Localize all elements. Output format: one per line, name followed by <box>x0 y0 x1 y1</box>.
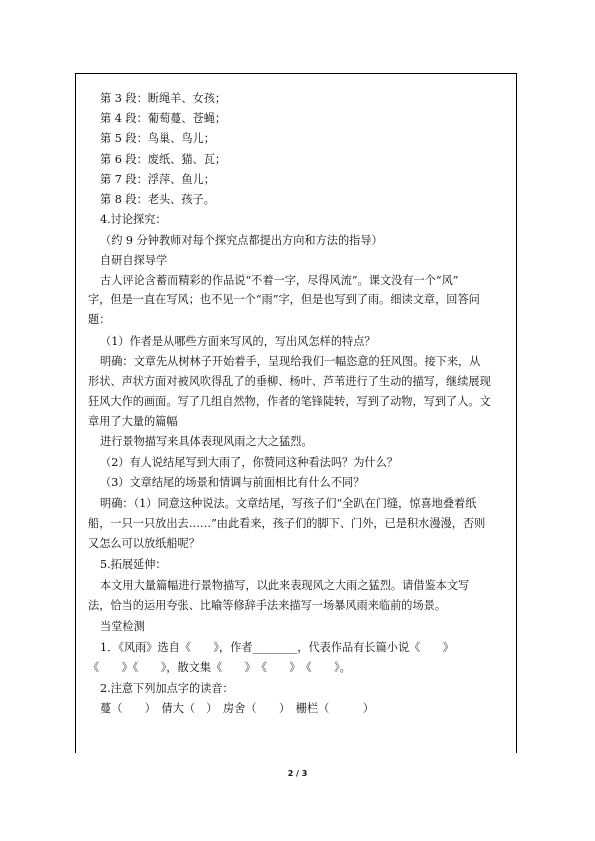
text-line: 狂风大作的画面。写了几组自然物，作者的笔锋陡转，写到了动物，写到了人。文 <box>88 395 491 408</box>
text-line: 形状、声状方面对被风吹得乱了的垂柳、杨叶、芦苇进行了生动的描写，继续展现 <box>88 375 491 388</box>
text-line: 1．《风雨》选自《 》，作者________，代表作品有长篇小说《 》 <box>100 641 454 654</box>
text-line: 本文用大量篇幅进行景物描写，以此来表现风之大雨之猛烈。请借鉴本文写 <box>100 579 470 592</box>
text-line: 明确：文章先从树林子开始着手，呈现给我们一幅恣意的狂风图。接下来，从 <box>100 355 481 368</box>
text-line: 第 7 段：浮萍、鱼儿； <box>100 173 215 186</box>
text-line: （约 9 分钟教师对每个探究点都提出方向和方法的指导） <box>100 234 383 247</box>
text-line: （2）有人说结尾写到大雨了，你赞同这种看法吗？为什么？ <box>100 456 398 469</box>
text-line: 第 6 段：废纸、猫、瓦； <box>100 153 227 166</box>
text-line: （1）作者是从哪些方面来写风的，写出风怎样的特点？ <box>100 335 376 348</box>
text-line: 法，恰当的运用夸张、比喻等修辞手法来描写一场暴风雨来临前的场景。 <box>88 599 447 612</box>
text-line: 《 》《 》，散文集《 》 《 》 《 》。 <box>88 661 351 674</box>
text-line: 章用了大量的篇幅 <box>88 415 178 428</box>
text-line: 蔓（ ） 倩大（ ） 房舍（ ） 栅栏（ ） <box>100 702 375 715</box>
text-line: 题： <box>88 313 111 326</box>
text-line: 进行景物描写来具体表现风雨之大之猛烈。 <box>100 435 313 448</box>
page-number: 2 / 3 <box>287 769 308 778</box>
text-line: 第 4 段：葡萄蔓、苍蝇； <box>100 112 227 125</box>
text-line: 第 5 段：鸟巢、鸟儿； <box>100 132 215 145</box>
text-line: 自研自探导学 <box>100 254 168 267</box>
text-line: 古人评论含蓄而精彩的作品说“不着一字，尽得风流”。课文没有一个“风” <box>100 274 459 287</box>
text-line: 4.讨论探究： <box>100 213 167 226</box>
text-line: （3）文章结尾的场景和情调与前面相比有什么不同？ <box>100 476 365 489</box>
text-line: 5.拓展延伸： <box>100 558 167 571</box>
text-line: 第 3 段：断绳羊、女孩； <box>100 92 227 105</box>
text-line: 字，但是一直在写风；也不见一个“雨”字，但是也写到了雨。细读文章，回答问 <box>88 293 480 306</box>
text-line: 又怎么可以放纸船呢？ <box>88 537 200 550</box>
text-line: 当堂检测 <box>100 620 145 633</box>
text-line: 2.注意下列加点字的读音： <box>100 682 234 695</box>
text-line: 船，一只一只放出去……”由此看来，孩子们的脚下、门外，已是积水漫漫，否则 <box>88 517 486 530</box>
text-line: 明确：（1）同意这种说法。文章结尾，写孩子们“全趴在门缝，惊喜地叠着纸 <box>100 497 477 510</box>
text-line: 第 8 段：老头、孩子。 <box>100 193 215 206</box>
